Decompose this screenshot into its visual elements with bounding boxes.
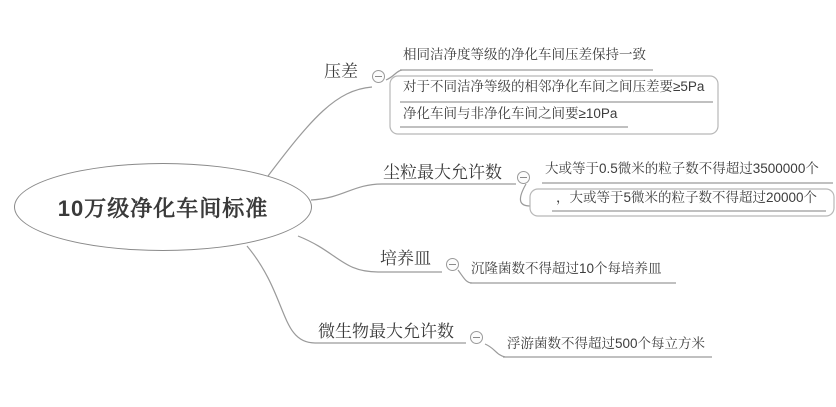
branch-dish-label[interactable]: 培养皿 xyxy=(380,249,431,268)
minus-glyph xyxy=(375,76,382,77)
child-topic[interactable]: ，大或等于5微米的粒子数不得超过20000个 xyxy=(556,190,818,205)
branch-microbe-label[interactable]: 微生物最大允许数 xyxy=(318,322,454,341)
child-topic[interactable]: 对于不同洁净等级的相邻净化车间之间压差要≥5Pa xyxy=(403,79,705,94)
connector-root-to-pressure xyxy=(268,87,372,176)
connector-dust-to-child2 xyxy=(520,184,530,206)
branch-pressure-label[interactable]: 压差 xyxy=(324,62,358,81)
child-topic[interactable]: 净化车间与非净化车间之间要≥10Pa xyxy=(403,106,618,121)
collapse-minus-icon-dish[interactable] xyxy=(446,258,459,271)
collapse-minus-icon-dust[interactable] xyxy=(517,171,530,184)
branch-dust-label[interactable]: 尘粒最大允许数 xyxy=(383,163,502,182)
connector-microbe-to-child1 xyxy=(485,344,505,357)
collapse-minus-icon-pressure[interactable] xyxy=(372,70,385,83)
collapse-minus-icon-microbe[interactable] xyxy=(470,331,483,344)
child-topic[interactable]: 沉隆菌数不得超过10个每培养皿 xyxy=(471,261,662,276)
root-topic[interactable]: 10万级净化车间标准 xyxy=(14,163,312,251)
minus-glyph xyxy=(449,264,456,265)
child-topic[interactable]: 浮游菌数不得超过500个每立方米 xyxy=(507,336,706,351)
child-topic[interactable]: 相同洁净度等级的净化车间压差保持一致 xyxy=(403,47,646,62)
connector-pressure-to-child1 xyxy=(386,70,402,80)
minus-glyph xyxy=(520,177,527,178)
connector-dish-to-child1 xyxy=(458,270,472,283)
minus-glyph xyxy=(473,337,480,338)
connector-root-to-dust xyxy=(311,184,516,200)
child-topic[interactable]: 大或等于0.5微米的粒子数不得超过3500000个 xyxy=(545,161,819,176)
